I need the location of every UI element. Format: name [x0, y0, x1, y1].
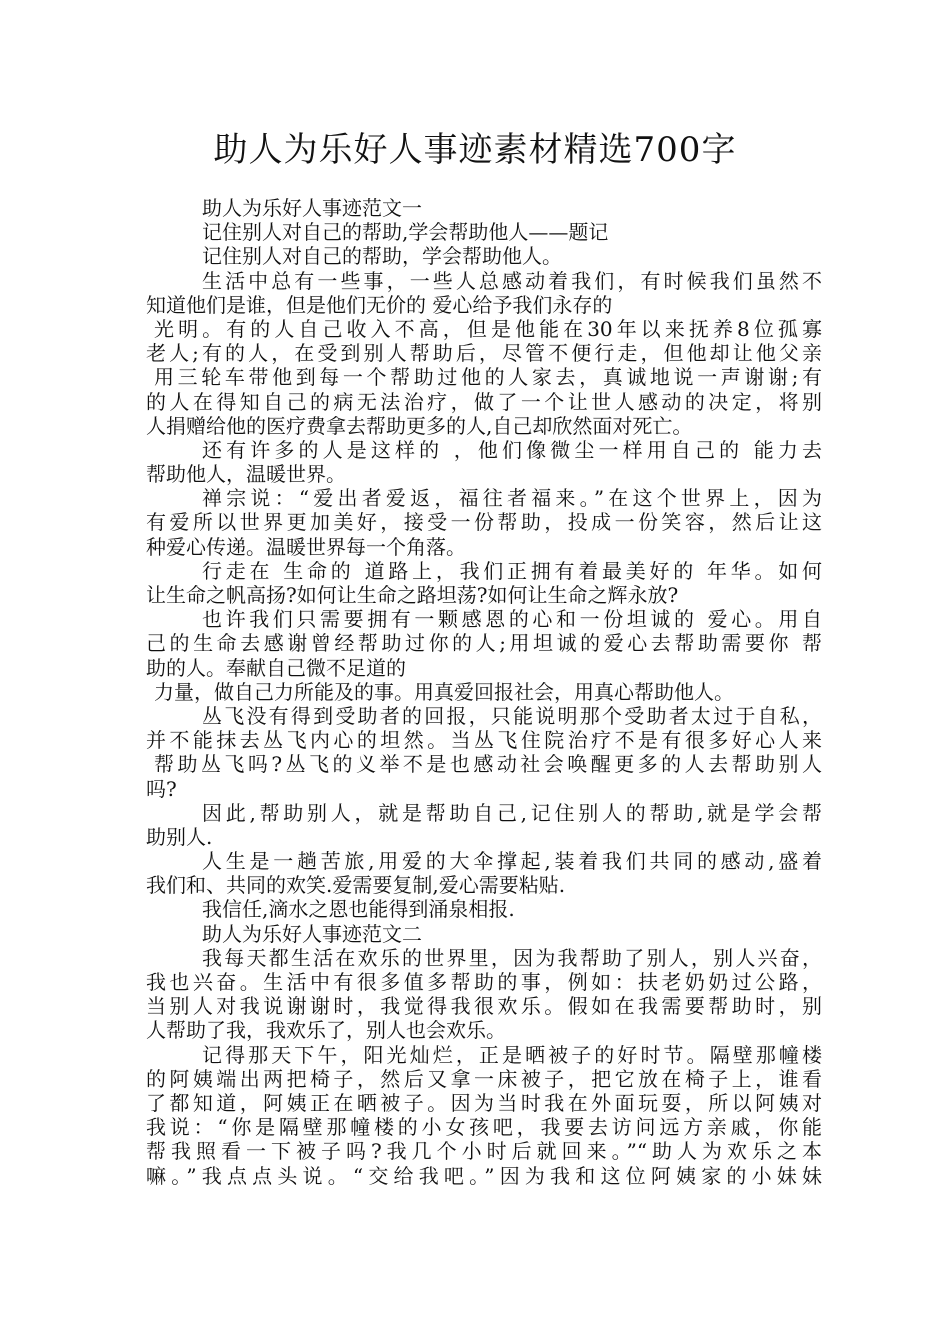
paragraph-line: 老人;有的人，在受到别人帮助后，尽管不便行走，但他却让他父亲: [146, 341, 822, 366]
paragraph-line: 的人在得知自己的病无法治疗，做了一个让世人感动的决定，将别: [146, 389, 822, 414]
paragraph-line: 记住别人对自己的帮助,学会帮助他人——题记: [202, 220, 609, 245]
paragraph-line: 因此,帮助别人，就是帮助自己,记住别人的帮助,就是学会帮: [202, 800, 822, 825]
paragraph-line: 丛飞没有得到受助者的回报，只能说明那个受助者太过于自私，: [202, 703, 822, 728]
paragraph-line: 力量，做自己力所能及的事。用真爱回报社会，用真心帮助他人。: [154, 679, 734, 704]
paragraph-line: 嘛。”我点点头说。“交给我吧。”因为我和这位阿姨家的小妹妹: [146, 1163, 822, 1188]
paragraph-line: 种爱心传递。温暖世界每一个角落。: [146, 534, 466, 559]
paragraph-line: 帮助他人，温暖世界。: [146, 462, 346, 487]
paragraph-line: 记住别人对自己的帮助，学会帮助他人。: [202, 244, 562, 269]
paragraph-line: 光明。有的人自己收入不高，但是他能在30年以来抚养8位孤寡: [154, 316, 822, 341]
paragraph-line: 用三轮车带他到每一个帮助过他的人家去，真诚地说一声谢谢;有: [154, 365, 822, 390]
document-title: 助人为乐好人事迹素材精选700字: [213, 130, 737, 170]
paragraph-line: 助的人。奉献自己微不足道的: [146, 655, 406, 680]
paragraph-line: 当别人对我说谢谢时，我觉得我很欢乐。假如在我需要帮助时，别: [146, 994, 822, 1019]
paragraph-line: 人捐赠给他的医疗费拿去帮助更多的人,自己却欣然面对死亡。: [146, 413, 693, 438]
paragraph-line: 有爱所以世界更加美好，接受一份帮助，投成一份笑容，然后让这: [146, 510, 822, 535]
paragraph-line: 帮我照看一下被子吗?我几个小时后就回来。”“助人为欢乐之本: [146, 1139, 822, 1164]
paragraph-line: 我每天都生活在欢乐的世界里，因为我帮助了别人，别人兴奋，: [202, 945, 822, 970]
section-heading: 助人为乐好人事迹范文一: [202, 196, 422, 220]
paragraph-line: 还有许多的人是这样的 ，他们像微尘一样用自己的 能力去: [202, 437, 822, 462]
paragraph-line: 行走在 生命的 道路上，我们正拥有着最美好的 年华。如何: [202, 558, 822, 583]
paragraph-line: 我也兴奋。生活中有很多值多帮助的事，例如：扶老奶奶过公路，: [146, 970, 822, 994]
paragraph-line: 人帮助了我，我欢乐了，别人也会欢乐。: [146, 1018, 506, 1043]
paragraph-line: 我说：“你是隔壁那幢楼的小女孩吧，我要去访问远方亲戚，你能: [146, 1115, 822, 1140]
paragraph-line: 生活中总有一些事，一些人总感动着我们，有时候我们虽然不: [202, 268, 822, 293]
paragraph-line: 的阿姨端出两把椅子，然后又拿一床被子，把它放在椅子上，谁看: [146, 1066, 822, 1091]
paragraph-line: 吗?: [146, 776, 177, 801]
paragraph-line: 禅宗说：“爱出者爱返，福往者福来。”在这个世界上，因为: [202, 486, 822, 511]
paragraph-line: 助别人.: [146, 824, 213, 849]
paragraph-line: 了都知道，阿姨正在晒被子。因为当时我在外面玩耍，所以阿姨对: [146, 1090, 822, 1115]
paragraph-line: 帮助丛飞吗?丛飞的义举不是也感动社会唤醒更多的人去帮助别人: [154, 752, 822, 777]
paragraph-line: 知道他们是谁，但是他们无价的 爱心给予我们永存的: [146, 292, 613, 317]
paragraph-line: 我们和、共同的欢笑.爱需要复制,爱心需要粘贴.: [146, 873, 566, 898]
section-heading: 助人为乐好人事迹范文二: [202, 921, 422, 946]
paragraph-line: 记得那天下午，阳光灿烂，正是晒被子的好时节。隔壁那幢楼: [202, 1042, 822, 1067]
document-body: [146, 196, 822, 1188]
paragraph-line: 也许我们只需要拥有一颗感恩的心和一份坦诚的 爱心。用自: [202, 607, 822, 632]
paragraph-line: 并不能抹去丛飞内心的坦然。当丛飞住院治疗不是有很多好心人来: [146, 728, 822, 753]
paragraph-line: 人生是一趟苦旅,用爱的大伞撑起,装着我们共同的感动,盛着: [202, 849, 822, 874]
paragraph-line: 己的生命去感谢曾经帮助过你的人;用坦诚的爱心去帮助需要你 帮: [146, 631, 822, 656]
paragraph-line: 我信任,滴水之恩也能得到涌泉相报.: [202, 897, 515, 922]
paragraph-line: 让生命之帆高扬?如何让生命之路坦荡?如何让生命之辉永放?: [146, 583, 679, 607]
